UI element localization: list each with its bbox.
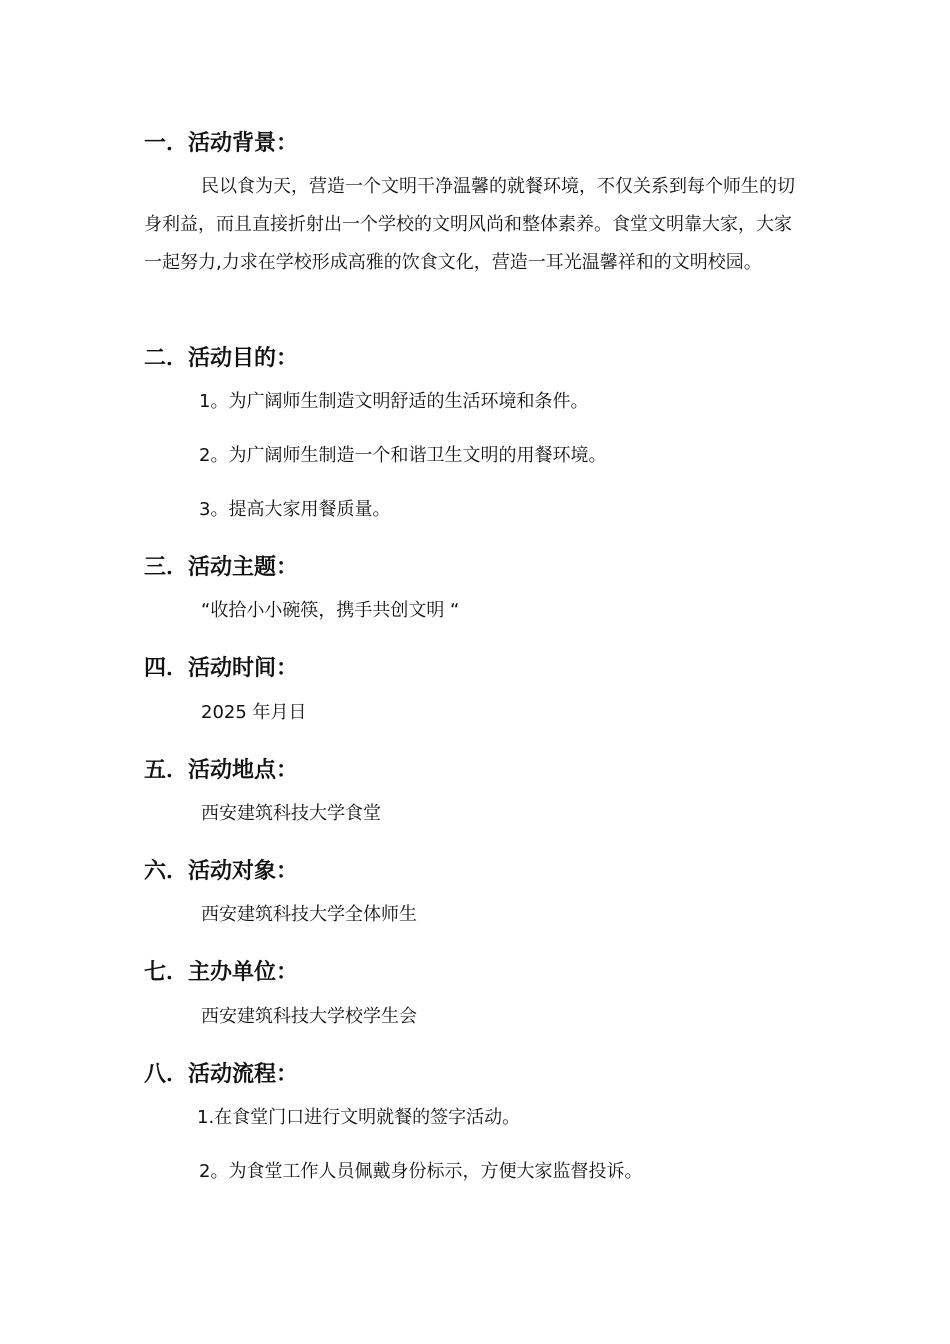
audience-text: 西安建筑科技大学全体师生 [201, 904, 417, 925]
section-heading-audience: 六．活动对象： [144, 859, 299, 884]
section-heading-organizer: 七．主办单位： [144, 960, 299, 985]
section-heading-location: 五．活动地点： [144, 758, 299, 783]
section-heading-theme: 三．活动主题： [144, 555, 299, 580]
organizer-text: 西安建筑科技大学校学生会 [201, 1006, 417, 1027]
time-text: 2025 年月日 [201, 702, 307, 723]
process-item-1: 1.在食堂门口进行文明就餐的签字活动。 [197, 1107, 521, 1128]
theme-text: “收拾小小碗筷，携手共创文明 “ [201, 600, 460, 621]
purpose-item-1: 1。为广阔师生制造文明舒适的生活环境和条件。 [199, 391, 589, 412]
purpose-item-3: 3。提高大家用餐质量。 [199, 499, 391, 520]
section-heading-time: 四．活动时间： [144, 656, 299, 681]
process-item-2: 2。为食堂工作人员佩戴身份标示，方便大家监督投诉。 [199, 1161, 643, 1182]
section-heading-background: 一．活动背景： [144, 131, 299, 156]
background-paragraph: 民以食为天，营造一个文明干净温馨的就餐环境，不仅关系到每个师生的切身利益，而且直接折射出一个学校的文明风尚和整体素养。食堂文明靠大家，大家一起努力,力求在学校形成高雅的饮食文化，营造一耳光温馨祥和的文明校园。 [144, 176, 795, 273]
purpose-item-2: 2。为广阔师生制造一个和谐卫生文明的用餐环境。 [199, 445, 607, 466]
location-text: 西安建筑科技大学食堂 [201, 803, 381, 824]
section-heading-process: 八．活动流程： [144, 1062, 299, 1087]
section-heading-purpose: 二．活动目的： [144, 346, 299, 371]
